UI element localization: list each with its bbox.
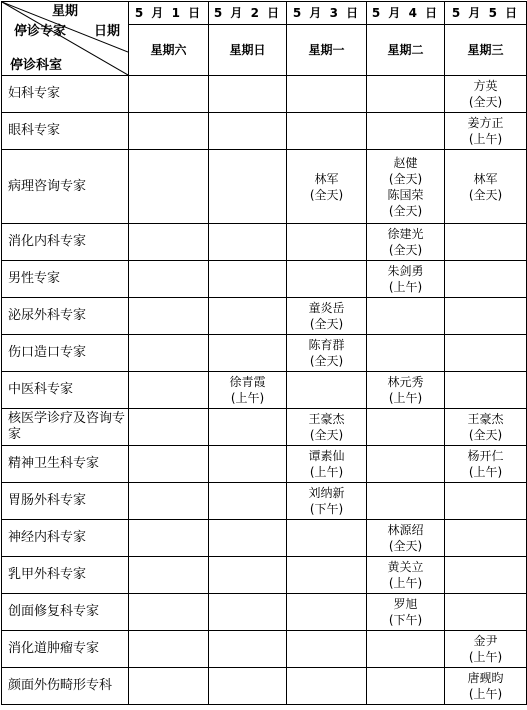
department-cell: 神经内科专家 bbox=[2, 520, 129, 557]
weekday-header: 星期二 bbox=[367, 25, 445, 76]
department-cell: 颜面外伤畸形专科 bbox=[2, 668, 129, 705]
corner-dept-label: 停诊科室 bbox=[10, 58, 63, 73]
department-cell: 中医科专家 bbox=[2, 372, 129, 409]
schedule-cell bbox=[367, 668, 445, 705]
schedule-cell bbox=[287, 594, 367, 631]
closure-period: (全天) bbox=[309, 354, 344, 368]
schedule-cell bbox=[129, 446, 209, 483]
department-cell: 伤口造口专家 bbox=[2, 335, 129, 372]
doctor-name: 林军 bbox=[314, 171, 339, 186]
closure-period: (上午) bbox=[388, 280, 423, 294]
closure-period: (全天) bbox=[468, 428, 503, 442]
schedule-cell bbox=[445, 446, 527, 483]
schedule-cell bbox=[367, 224, 445, 261]
schedule-cell bbox=[129, 224, 209, 261]
closure-period: (上午) bbox=[468, 687, 503, 701]
schedule-cell bbox=[287, 113, 367, 150]
department-cell: 核医学诊疗及咨询专家 bbox=[2, 409, 129, 446]
schedule-cell bbox=[209, 409, 287, 446]
doctor-name: 罗旭 bbox=[393, 597, 418, 611]
doctor-name: 黄关立 bbox=[387, 560, 424, 574]
closure-period: (全天) bbox=[468, 95, 503, 109]
table-row bbox=[2, 446, 527, 483]
schedule-cell bbox=[129, 372, 209, 409]
table-row bbox=[2, 150, 527, 224]
schedule-cell bbox=[287, 224, 367, 261]
doctor-name: 徐青霞 bbox=[229, 375, 266, 389]
schedule-cell bbox=[445, 150, 527, 224]
date-header: 5 月 4 日 bbox=[367, 2, 445, 25]
schedule-cell bbox=[209, 113, 287, 150]
doctor-name: 林源绍 bbox=[387, 523, 424, 537]
closure-period: (上午) bbox=[468, 650, 503, 664]
closure-schedule-table bbox=[1, 1, 527, 705]
closure-period: (全天) bbox=[388, 243, 423, 257]
schedule-cell bbox=[367, 261, 445, 298]
schedule-body bbox=[2, 76, 527, 705]
doctor-name: 赵健 bbox=[393, 155, 418, 170]
doctor-name: 方英 bbox=[473, 79, 498, 93]
schedule-cell bbox=[445, 483, 527, 520]
schedule-cell bbox=[129, 113, 209, 150]
weekday-header: 星期六 bbox=[129, 25, 209, 76]
department-cell: 乳甲外科专家 bbox=[2, 557, 129, 594]
table-row bbox=[2, 594, 527, 631]
schedule-cell bbox=[445, 557, 527, 594]
schedule-cell bbox=[129, 631, 209, 668]
schedule-cell bbox=[367, 150, 445, 224]
schedule-cell bbox=[445, 520, 527, 557]
table-row bbox=[2, 668, 527, 705]
department-cell: 消化内科专家 bbox=[2, 224, 129, 261]
table-row bbox=[2, 631, 527, 668]
doctor-name: 陈国荣 bbox=[387, 187, 424, 202]
schedule-cell bbox=[129, 520, 209, 557]
doctor-name: 唐觋昀 bbox=[467, 671, 504, 685]
table-row bbox=[2, 409, 527, 446]
department-cell: 眼科专家 bbox=[2, 113, 129, 150]
doctor-name: 王豪杰 bbox=[467, 412, 504, 426]
schedule-cell bbox=[445, 631, 527, 668]
schedule-cell bbox=[129, 150, 209, 224]
weekday-header: 星期三 bbox=[445, 25, 527, 76]
schedule-cell bbox=[209, 372, 287, 409]
schedule-cell bbox=[129, 409, 209, 446]
schedule-cell bbox=[129, 668, 209, 705]
schedule-cell bbox=[287, 446, 367, 483]
schedule-cell bbox=[445, 298, 527, 335]
schedule-cell bbox=[209, 520, 287, 557]
schedule-cell bbox=[287, 631, 367, 668]
department-cell: 精神卫生科专家 bbox=[2, 446, 129, 483]
schedule-cell bbox=[287, 668, 367, 705]
schedule-cell bbox=[445, 335, 527, 372]
schedule-cell bbox=[287, 76, 367, 113]
department-cell: 创面修复科专家 bbox=[2, 594, 129, 631]
closure-period: (上午) bbox=[388, 391, 423, 405]
closure-period: (下午) bbox=[388, 613, 423, 627]
doctor-name: 杨开仁 bbox=[467, 449, 504, 463]
closure-period: (全天) bbox=[309, 317, 344, 331]
closure-period: (全天) bbox=[388, 539, 423, 553]
schedule-cell bbox=[129, 76, 209, 113]
closure-period: (全天) bbox=[388, 203, 423, 218]
date-header: 5 月 2 日 bbox=[209, 2, 287, 25]
schedule-cell bbox=[129, 483, 209, 520]
doctor-name: 王豪杰 bbox=[308, 412, 345, 426]
schedule-cell bbox=[287, 483, 367, 520]
schedule-cell bbox=[367, 372, 445, 409]
doctor-name: 姜方正 bbox=[467, 116, 504, 130]
schedule-cell bbox=[209, 224, 287, 261]
doctor-name: 谭素仙 bbox=[308, 449, 345, 463]
closure-period: (上午) bbox=[468, 465, 503, 479]
doctor-name: 朱剑勇 bbox=[387, 264, 424, 278]
schedule-cell bbox=[129, 261, 209, 298]
table-row bbox=[2, 261, 527, 298]
schedule-cell bbox=[367, 557, 445, 594]
doctor-name: 林军 bbox=[473, 171, 498, 186]
schedule-cell bbox=[209, 557, 287, 594]
date-header: 5 月 5 日 bbox=[445, 2, 527, 25]
schedule-cell bbox=[367, 409, 445, 446]
closure-period: (全天) bbox=[468, 187, 503, 202]
closure-period: (上午) bbox=[230, 391, 265, 405]
schedule-cell bbox=[209, 594, 287, 631]
header-corner-cell bbox=[2, 2, 129, 76]
weekday-header: 星期一 bbox=[287, 25, 367, 76]
table-row bbox=[2, 76, 527, 113]
closure-period: (上午) bbox=[388, 576, 423, 590]
schedule-cell bbox=[367, 594, 445, 631]
schedule-cell bbox=[209, 668, 287, 705]
doctor-name: 徐建光 bbox=[387, 227, 424, 241]
header-date-row bbox=[2, 2, 527, 25]
closure-period: (全天) bbox=[309, 428, 344, 442]
schedule-cell bbox=[367, 113, 445, 150]
schedule-cell bbox=[209, 298, 287, 335]
schedule-cell bbox=[209, 631, 287, 668]
doctor-name: 童炎岳 bbox=[308, 301, 345, 315]
closure-period: (上午) bbox=[309, 465, 344, 479]
schedule-cell bbox=[287, 335, 367, 372]
schedule-cell bbox=[367, 483, 445, 520]
corner-date-label: 日期 bbox=[93, 24, 120, 39]
doctor-name: 刘纳新 bbox=[308, 486, 345, 500]
doctor-name: 林元秀 bbox=[387, 375, 424, 389]
schedule-cell bbox=[287, 298, 367, 335]
schedule-cell bbox=[129, 298, 209, 335]
doctor-name: 陈育群 bbox=[308, 338, 345, 352]
schedule-cell bbox=[287, 520, 367, 557]
table-row bbox=[2, 483, 527, 520]
schedule-cell bbox=[209, 76, 287, 113]
corner-week-label: 星期 bbox=[51, 4, 78, 19]
schedule-cell bbox=[209, 150, 287, 224]
table-row bbox=[2, 557, 527, 594]
corner-doctor-label: 停诊专家 bbox=[14, 24, 67, 39]
date-header: 5 月 1 日 bbox=[129, 2, 209, 25]
schedule-cell bbox=[367, 335, 445, 372]
schedule-cell bbox=[367, 298, 445, 335]
date-header: 5 月 3 日 bbox=[287, 2, 367, 25]
closure-period: (下午) bbox=[309, 502, 344, 516]
schedule-cell bbox=[445, 76, 527, 113]
schedule-cell bbox=[367, 76, 445, 113]
closure-period: (上午) bbox=[468, 132, 503, 146]
schedule-cell bbox=[445, 668, 527, 705]
table-row bbox=[2, 372, 527, 409]
department-cell: 病理咨询专家 bbox=[2, 150, 129, 224]
schedule-cell bbox=[287, 557, 367, 594]
department-cell: 泌尿外科专家 bbox=[2, 298, 129, 335]
schedule-cell bbox=[445, 594, 527, 631]
schedule-cell bbox=[287, 150, 367, 224]
table-row bbox=[2, 298, 527, 335]
schedule-cell bbox=[129, 335, 209, 372]
schedule-cell bbox=[445, 372, 527, 409]
table-row bbox=[2, 335, 527, 372]
schedule-cell bbox=[209, 446, 287, 483]
schedule-cell bbox=[287, 409, 367, 446]
schedule-cell bbox=[287, 261, 367, 298]
table-row bbox=[2, 520, 527, 557]
department-cell: 胃肠外科专家 bbox=[2, 483, 129, 520]
schedule-cell bbox=[367, 520, 445, 557]
schedule-cell bbox=[367, 446, 445, 483]
schedule-cell bbox=[445, 261, 527, 298]
schedule-cell bbox=[367, 631, 445, 668]
closure-period: (全天) bbox=[388, 171, 423, 186]
schedule-cell bbox=[129, 594, 209, 631]
schedule-cell bbox=[209, 335, 287, 372]
schedule-cell bbox=[445, 409, 527, 446]
department-cell: 男性专家 bbox=[2, 261, 129, 298]
doctor-name: 金尹 bbox=[473, 634, 498, 648]
department-cell: 妇科专家 bbox=[2, 76, 129, 113]
department-cell: 消化道肿瘤专家 bbox=[2, 631, 129, 668]
schedule-cell bbox=[209, 261, 287, 298]
schedule-cell bbox=[287, 372, 367, 409]
schedule-cell bbox=[445, 224, 527, 261]
table-row bbox=[2, 224, 527, 261]
schedule-cell bbox=[129, 557, 209, 594]
closure-period: (全天) bbox=[309, 187, 344, 202]
weekday-header: 星期日 bbox=[209, 25, 287, 76]
schedule-cell bbox=[209, 483, 287, 520]
schedule-cell bbox=[445, 113, 527, 150]
table-row bbox=[2, 113, 527, 150]
